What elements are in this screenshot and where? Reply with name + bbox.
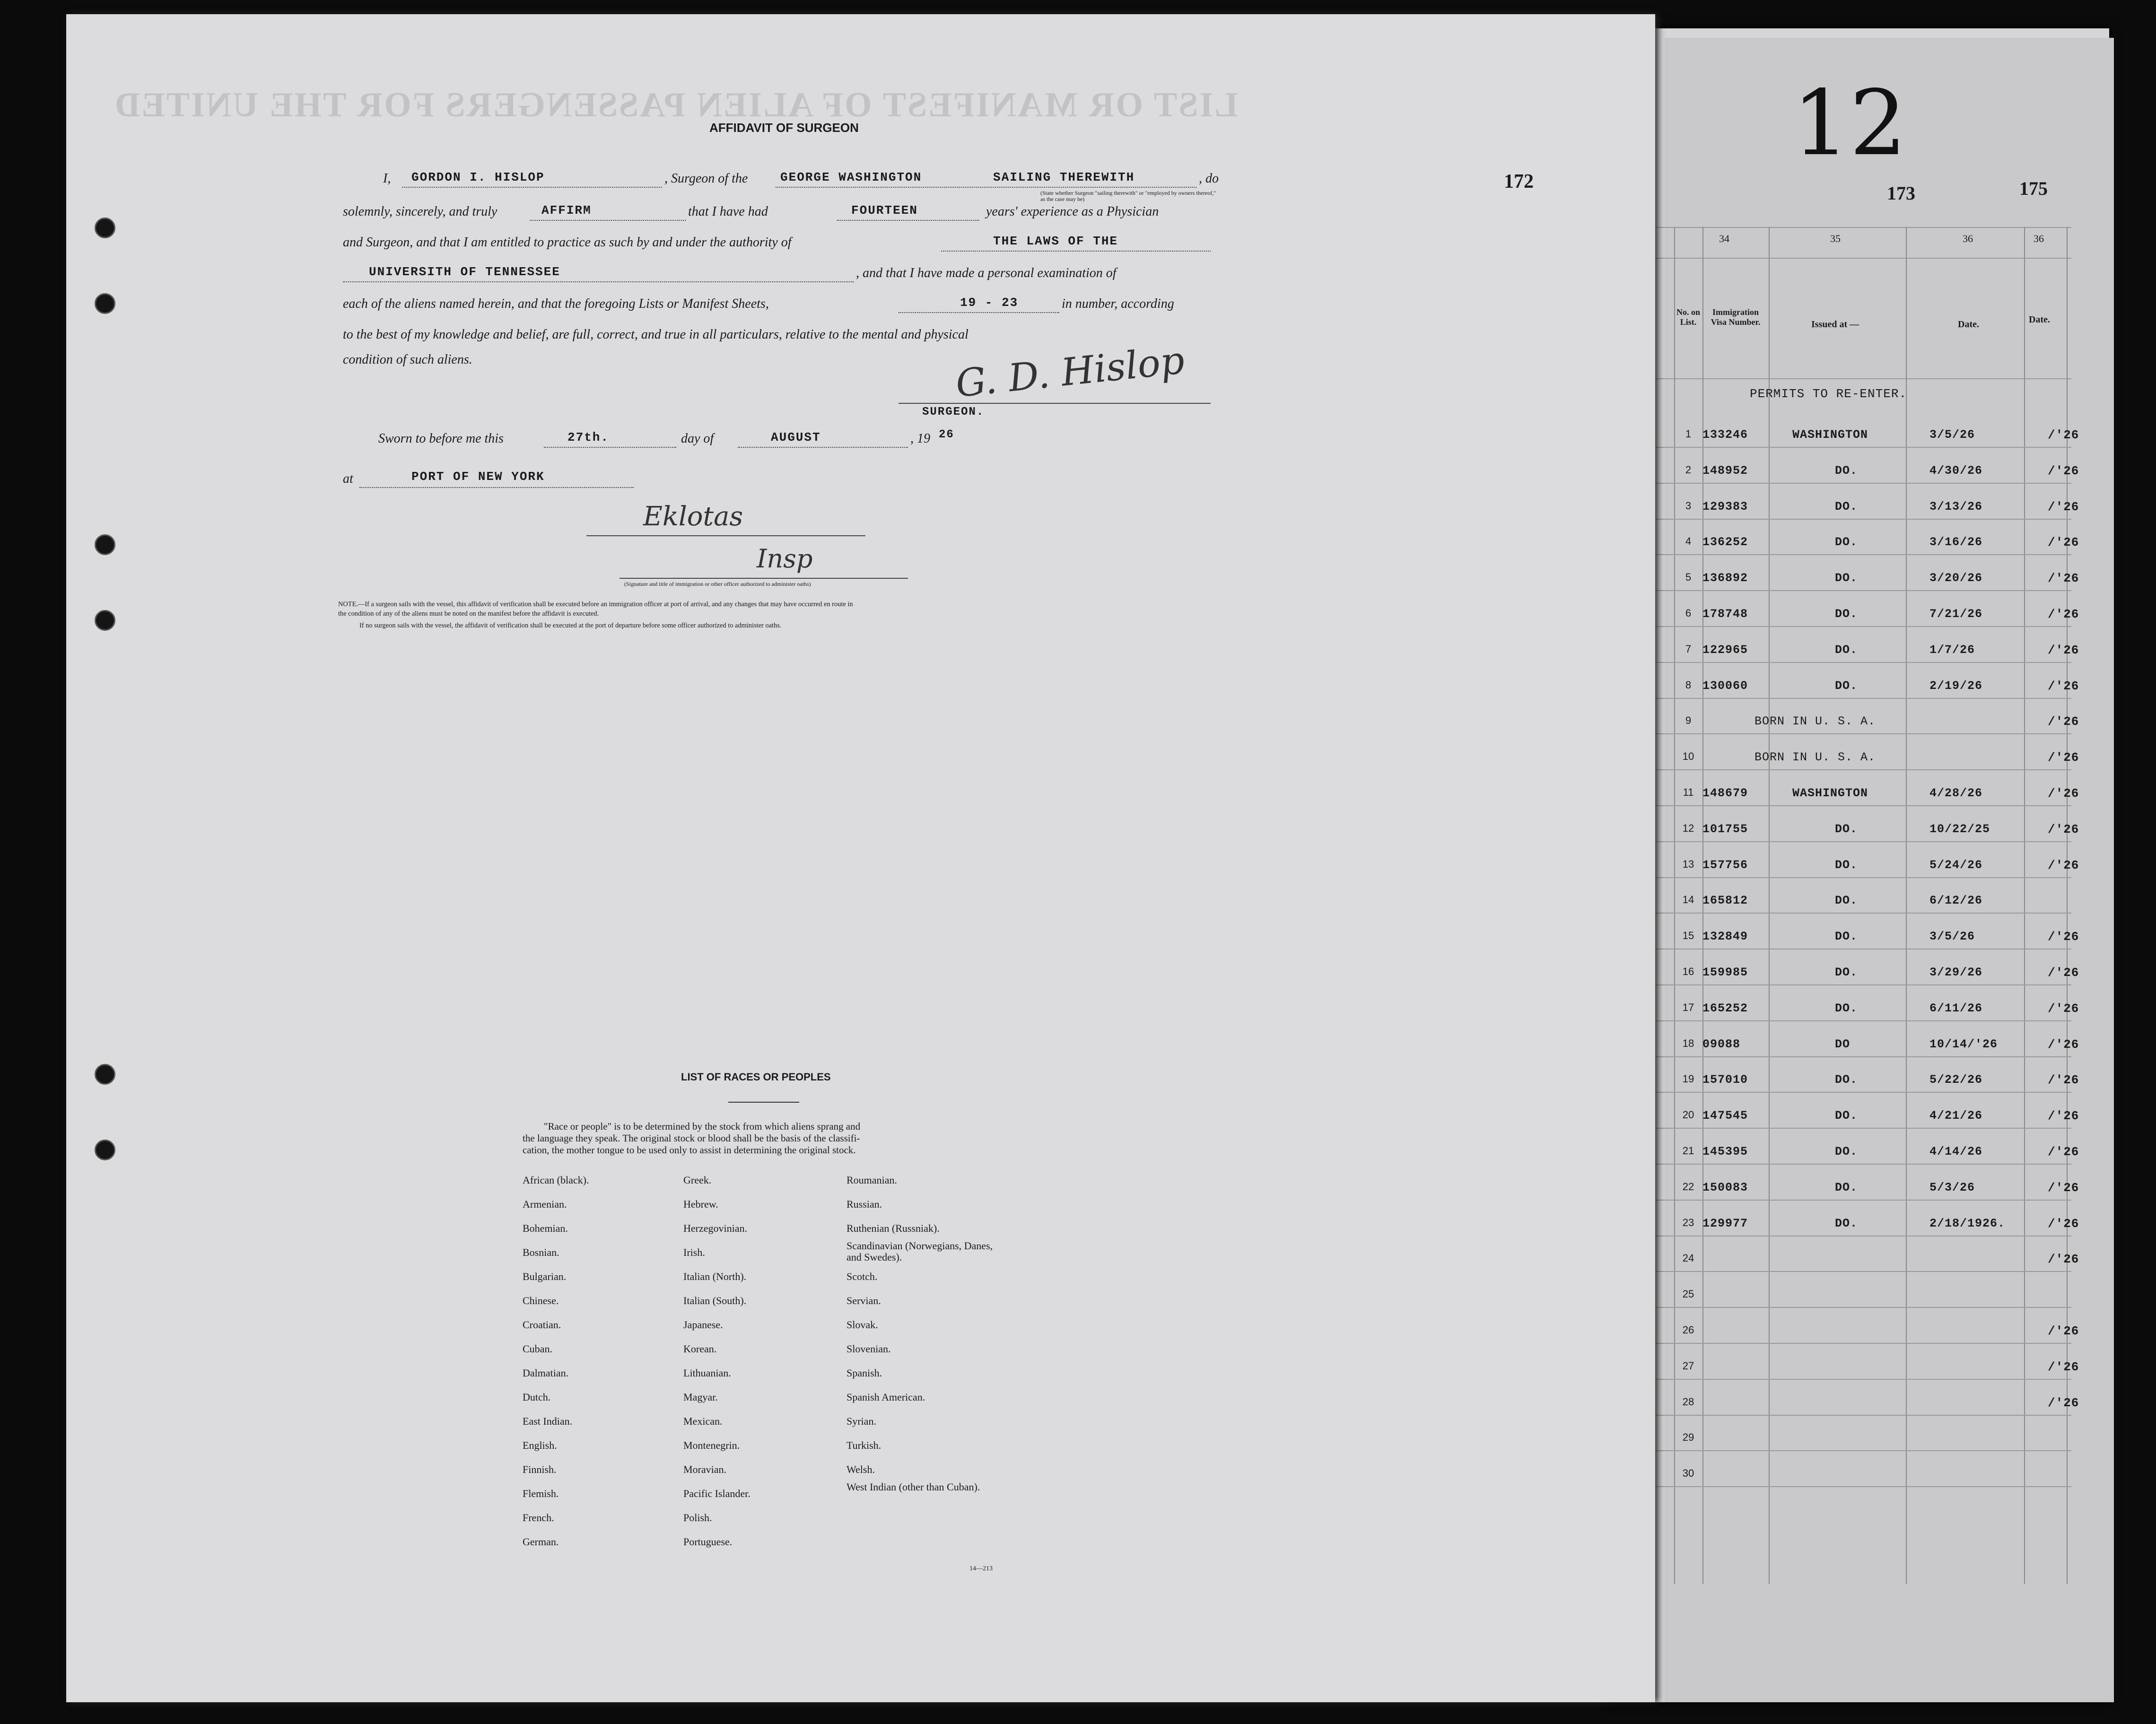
race-item: Spanish. [847,1367,882,1379]
issued-at: DO. [1835,643,1858,657]
row-number: 10 [1682,750,1694,763]
row-rule [1655,519,2071,520]
header-date-2: Date. [2029,314,2050,325]
issued-at: DO. [1835,463,1858,478]
row-rule [1655,769,2071,770]
visa-number: 178748 [1702,607,1748,621]
row-rule [1655,554,2071,555]
row-rule [1655,805,2071,806]
col-number-34: 34 [1719,233,1729,244]
right-date: /'26 [2048,1359,2079,1374]
visa-number: 145395 [1702,1145,1748,1158]
race-item: Portuguese. [683,1536,733,1548]
race-item: Hebrew. [683,1198,718,1210]
issue-date: 4/21/26 [1929,1109,1983,1123]
place: PORT OF NEW YORK [411,470,545,484]
race-item: African (black). [523,1174,589,1186]
row-number: 13 [1682,858,1694,870]
surgeon-signature: G. D. Hislop [953,338,1187,406]
visa-number: 133246 [1702,428,1748,442]
race-item: Greek. [683,1174,712,1186]
race-item: Mexican. [683,1415,723,1427]
line6: to the best of my knowledge and belief, are full, correct, and true in all particulars, relative to the mental and physical [343,327,969,342]
visa-number: 159985 [1702,966,1748,979]
race-item: Italian (South). [683,1295,747,1306]
issued-at: DO. [1835,930,1858,944]
issued-at: DO. [1835,535,1858,549]
right-date: /'26 [2048,786,2079,801]
row-rule [1655,626,2071,627]
col-number-36b: 36 [2034,233,2044,244]
right-date: /'26 [2048,714,2079,729]
issue-date: 10/14/'26 [1929,1037,1998,1051]
races-column-2 [683,1168,751,1554]
race-item: Russian. [847,1198,882,1210]
issued-at: WASHINGTON [1792,786,1868,800]
right-date: /'26 [2048,1180,2079,1195]
surgeon-name: GORDON I. HISLOP [411,170,545,184]
race-item: Pacific Islander. [683,1488,751,1499]
ship-name: GEORGE WASHINGTON [780,170,922,184]
right-date: /'26 [2048,1145,2079,1159]
do-text: , do [1199,171,1219,186]
issued-at: DO. [1835,607,1858,621]
issued-at: DO. [1835,499,1858,514]
races-title: LIST OF RACES OR PEOPLES [681,1071,831,1083]
officer-title-handwritten: Insp [757,544,813,574]
right-date: /'26 [2048,966,2079,980]
row-number: 27 [1682,1359,1694,1372]
issue-date: 2/19/26 [1929,679,1983,693]
issued-at: DO [1835,1037,1850,1051]
race-item: Slovak. [847,1319,878,1331]
row-rule [1655,1450,2071,1451]
line2-c: years' experience as a Physician [986,204,1159,219]
line2-b: that I have had [688,204,768,219]
issue-date: 6/11/26 [1929,1001,1983,1015]
binding-hole-1 [95,218,115,238]
visa-number: 09088 [1702,1037,1741,1051]
race-item: Ruthenian (Russniak). [847,1222,940,1234]
right-date: /'26 [2048,1037,2079,1052]
race-item: Syrian. [847,1415,876,1427]
row-number: 18 [1682,1037,1694,1049]
row-number: 17 [1682,1001,1694,1013]
row-rule [1655,483,2071,484]
note-3: If no surgeon sails with the vessel, the affidavit of verification shall be executed at the port of departure before some officer authorized to administer oaths. [359,622,782,629]
row-number: 6 [1685,607,1692,619]
visa-number: 132849 [1702,930,1748,944]
races-column-1 [523,1168,589,1554]
visa-number: 157756 [1702,858,1748,872]
note-2: the condition of any of the aliens must be noted on the manifest before the affidavit is executed. [338,610,599,618]
race-item: West Indian (other than Cuban). [847,1481,980,1493]
race-item: Finnish. [523,1463,557,1475]
row-number: 26 [1682,1324,1694,1336]
row-rule [1655,447,2071,448]
race-item: Flemish. [523,1488,559,1499]
issued-at: DO. [1835,1073,1858,1087]
race-item: Korean. [683,1343,717,1355]
issued-at: DO. [1835,1001,1858,1015]
race-item: Bulgarian. [523,1271,567,1282]
row-number: 12 [1682,822,1694,834]
page-number-175: 175 [2019,178,2048,199]
issue-date: 1/7/26 [1929,643,1975,657]
row-rule [1655,1486,2071,1487]
issue-date: 5/24/26 [1929,858,1983,872]
line3-a: and Surgeon, and that I am entitled to practice as such by and under the authority of [343,235,792,250]
surgeon-of-the-text: , Surgeon of the [664,171,748,186]
officer-signature: Eklotas [643,501,743,532]
visa-number: 148679 [1702,786,1748,800]
right-date: /'26 [2048,1252,2079,1267]
right-date: /'26 [2048,428,2079,442]
row-number: 24 [1682,1252,1694,1264]
issue-date: 4/30/26 [1929,463,1983,478]
binding-hole-6 [95,1140,115,1160]
at-text: at [343,471,353,486]
right-date: /'26 [2048,499,2079,514]
issue-date: 3/20/26 [1929,571,1983,585]
visa-number: 130060 [1702,679,1748,693]
right-date: /'26 [2048,679,2079,693]
race-item: Servian. [847,1295,881,1306]
affidavit-title: AFFIDAVIT OF SURGEON [709,121,859,135]
row-number: 3 [1685,499,1692,512]
race-item: Lithuanian. [683,1367,731,1379]
bleed-title: LIST OR MANIFEST OF ALIEN PASSENGERS FOR THE UNITED [113,86,1238,124]
row-number: 25 [1682,1288,1694,1300]
visa-number: 165252 [1702,1001,1748,1015]
row-rule [1655,913,2071,914]
line7: condition of such aliens. [343,352,472,367]
race-item: Polish. [683,1512,712,1524]
visa-number: 136252 [1702,535,1748,549]
races-intro-3: cation, the mother tongue to be used only to assist in determining the original stock. [523,1144,856,1156]
affirm: AFFIRM [541,203,592,218]
race-item: Dalmatian. [523,1367,569,1379]
line4-b: , and that I have made a personal examination of [856,266,1117,280]
issued-at: DO. [1835,571,1858,585]
sworn-day: 27th. [567,430,610,444]
right-date: /'26 [2048,1001,2079,1016]
visa-number: 157010 [1702,1073,1748,1087]
row-number: 22 [1682,1180,1694,1193]
race-item: Bohemian. [523,1222,568,1234]
issue-date: 6/12/26 [1929,894,1983,908]
university: UNIVERSITH OF TENNESSEE [369,265,560,279]
row-rule [1655,590,2071,591]
row-number: 14 [1682,894,1694,906]
officer-caption: (Signature and title of immigration or other officer authorized to administer oaths) [624,581,811,587]
race-item: French. [523,1512,554,1524]
visa-number: 101755 [1702,822,1748,836]
row-rule [1655,1307,2071,1308]
issue-date: 5/3/26 [1929,1180,1975,1194]
race-item: Japanese. [683,1319,723,1331]
visa-number: 148952 [1702,463,1748,478]
row-number: 20 [1682,1109,1694,1121]
race-item: Roumanian. [847,1174,897,1186]
form-number: 14—213 [969,1565,993,1572]
race-item: Turkish. [847,1439,882,1451]
issued-at: DO. [1835,894,1858,908]
right-date: /'26 [2048,858,2079,872]
right-date: /'26 [2048,1109,2079,1123]
note-1: NOTE.—If a surgeon sails with the vessel, this affidavit of verification shall be executed before an immigration officer at port of arrival, and any changes that may have occurred en route in [338,601,853,608]
issued-at: DO. [1835,1216,1858,1230]
visa-number: 147545 [1702,1109,1748,1123]
binding-hole-4 [95,610,115,631]
issue-date: 3/5/26 [1929,930,1975,944]
row-rule [1655,984,2071,985]
issue-date: 4/28/26 [1929,786,1983,800]
row-rule [1655,841,2071,842]
races-intro-1: "Race or people" is to be determined by the stock from which aliens sprang and [544,1121,861,1132]
right-date: /'26 [2048,571,2079,586]
row-rule [1655,1164,2071,1165]
row-rule [1655,1128,2071,1129]
right-date: /'26 [2048,607,2079,621]
race-item: Bosnian. [523,1246,559,1258]
row-number: 23 [1682,1216,1694,1228]
issue-date: 3/29/26 [1929,966,1983,979]
sailing-therewith: SAILING THEREWITH [993,170,1135,184]
issued-at: BORN IN U. S. A. [1754,714,1876,729]
races-column-3 [847,1168,1003,1506]
row-rule [1655,733,2071,734]
visa-number: 122965 [1702,643,1748,657]
race-item: English. [523,1439,557,1451]
issue-date: 10/22/25 [1929,822,1990,836]
line2-a: solemnly, sincerely, and truly [343,204,498,219]
row-number: 4 [1685,535,1692,548]
header-date: Date. [1958,319,1979,330]
issue-date: 5/22/26 [1929,1073,1983,1087]
right-date: /'26 [2048,463,2079,478]
race-item: Irish. [683,1246,705,1258]
binding-hole-2 [95,293,115,314]
race-item: Italian (North). [683,1271,747,1282]
races-intro-2: the language they speak. The original stock or blood shall be the basis of the classifi- [523,1132,860,1144]
issued-at: DO. [1835,1145,1858,1158]
row-rule [1655,1092,2071,1093]
issue-date: 2/18/1926. [1929,1216,2006,1230]
visa-number: 165812 [1702,894,1748,908]
row-rule [1655,1379,2071,1380]
issue-date: 3/5/26 [1929,428,1975,442]
surgeon-label: SURGEON. [922,406,985,418]
issued-at: DO. [1835,1180,1858,1194]
col-number-35: 35 [1830,233,1841,244]
row-number: 21 [1682,1145,1694,1157]
years-experience: FOURTEEN [851,203,918,218]
race-item: Chinese. [523,1295,559,1306]
i-word: I, [383,171,391,186]
issue-date: 3/13/26 [1929,499,1983,514]
issued-at: BORN IN U. S. A. [1754,750,1876,765]
line5-a: each of the aliens named herein, and that the foregoing Lists or Manifest Sheets, [343,296,769,311]
day-of-text: day of [681,431,714,446]
right-date: /'26 [2048,822,2079,836]
right-date: /'26 [2048,643,2079,657]
row-number: 15 [1682,930,1694,942]
binding-hole-3 [95,534,115,555]
visa-number: 129383 [1702,499,1748,514]
visa-number: 129977 [1702,1216,1748,1230]
row-number: 5 [1685,571,1692,583]
header-no-on-list: No. on List. [1676,307,1701,327]
race-item: German. [523,1536,559,1548]
row-rule [1655,698,2071,699]
row-number: 16 [1682,966,1694,977]
visa-number: 150083 [1702,1180,1748,1194]
row-rule [1655,1056,2071,1057]
row-number: 29 [1682,1431,1694,1444]
issue-date: 4/14/26 [1929,1145,1983,1158]
sworn-text: Sworn to before me this [378,431,504,446]
right-date: /'26 [2048,1073,2079,1088]
issue-date: 3/16/26 [1929,535,1983,549]
row-rule [1655,1200,2071,1201]
visa-number: 136892 [1702,571,1748,585]
race-item: East Indian. [523,1415,573,1427]
race-item: Magyar. [683,1391,718,1403]
row-rule [1655,1415,2071,1416]
right-date: /'26 [2048,1395,2079,1410]
page-number-172: 172 [1504,171,1534,192]
issued-at: DO. [1835,1109,1858,1123]
sworn-year: 26 [939,428,954,441]
row-number: 2 [1685,463,1692,476]
state-note: (State whether Surgeon "sailing therewith" or "employed by owners thereof," as the case may be) [1040,190,1216,202]
col-number-36: 36 [1963,233,1973,244]
row-number: 30 [1682,1467,1694,1480]
sheet-number-handwritten: 12 [1792,71,1907,175]
row-rule [1655,1343,2071,1344]
row-number: 11 [1683,786,1694,798]
right-date: /'26 [2048,1324,2079,1338]
race-item: Herzegovinian. [683,1222,747,1234]
header-issued-at: Issued at — [1811,319,1859,330]
race-item: Moravian. [683,1463,727,1475]
binding-hole-5 [95,1064,115,1085]
row-number: 1 [1685,428,1692,440]
race-item: Scandinavian (Norwegians, Danes, and Swedes). [847,1240,993,1263]
race-item: Armenian. [523,1198,567,1210]
issued-at: DO. [1835,822,1858,836]
row-rule [1655,662,2071,663]
row-rule [1655,877,2071,878]
right-date: /'26 [2048,930,2079,944]
row-number: 7 [1685,643,1692,655]
right-date: /'26 [2048,750,2079,765]
race-item: Dutch. [523,1391,551,1403]
row-number: 9 [1685,714,1692,727]
row-number: 19 [1682,1073,1694,1085]
row-rule [1655,1020,2071,1021]
issued-at: DO. [1835,679,1858,693]
header-visa-number: Immigration Visa Number. [1711,307,1761,327]
sworn-month: AUGUST [771,430,821,444]
row-number: 8 [1685,679,1692,691]
right-date: /'26 [2048,1216,2079,1231]
permits-heading: PERMITS TO RE-ENTER. [1750,387,1907,401]
race-item: Spanish American. [847,1391,925,1403]
authority: THE LAWS OF THE [993,234,1118,248]
sheets-range: 19 - 23 [960,296,1019,310]
race-item: Welsh. [847,1463,875,1475]
page-number-173: 173 [1887,183,1915,204]
line5-b: in number, according [1062,296,1174,311]
race-item: Cuban. [523,1343,552,1355]
issued-at: WASHINGTON [1792,428,1868,442]
right-date: /'26 [2048,535,2079,550]
year-prefix: , 19 [910,431,930,446]
race-item: Slovenian. [847,1343,891,1355]
race-item: Montenegrin. [683,1439,740,1451]
race-item: Croatian. [523,1319,561,1331]
issued-at: DO. [1835,966,1858,979]
issue-date: 7/21/26 [1929,607,1983,621]
issued-at: DO. [1835,858,1858,872]
row-rule [1655,1271,2071,1272]
race-item: Scotch. [847,1271,878,1282]
row-number: 28 [1682,1395,1694,1408]
